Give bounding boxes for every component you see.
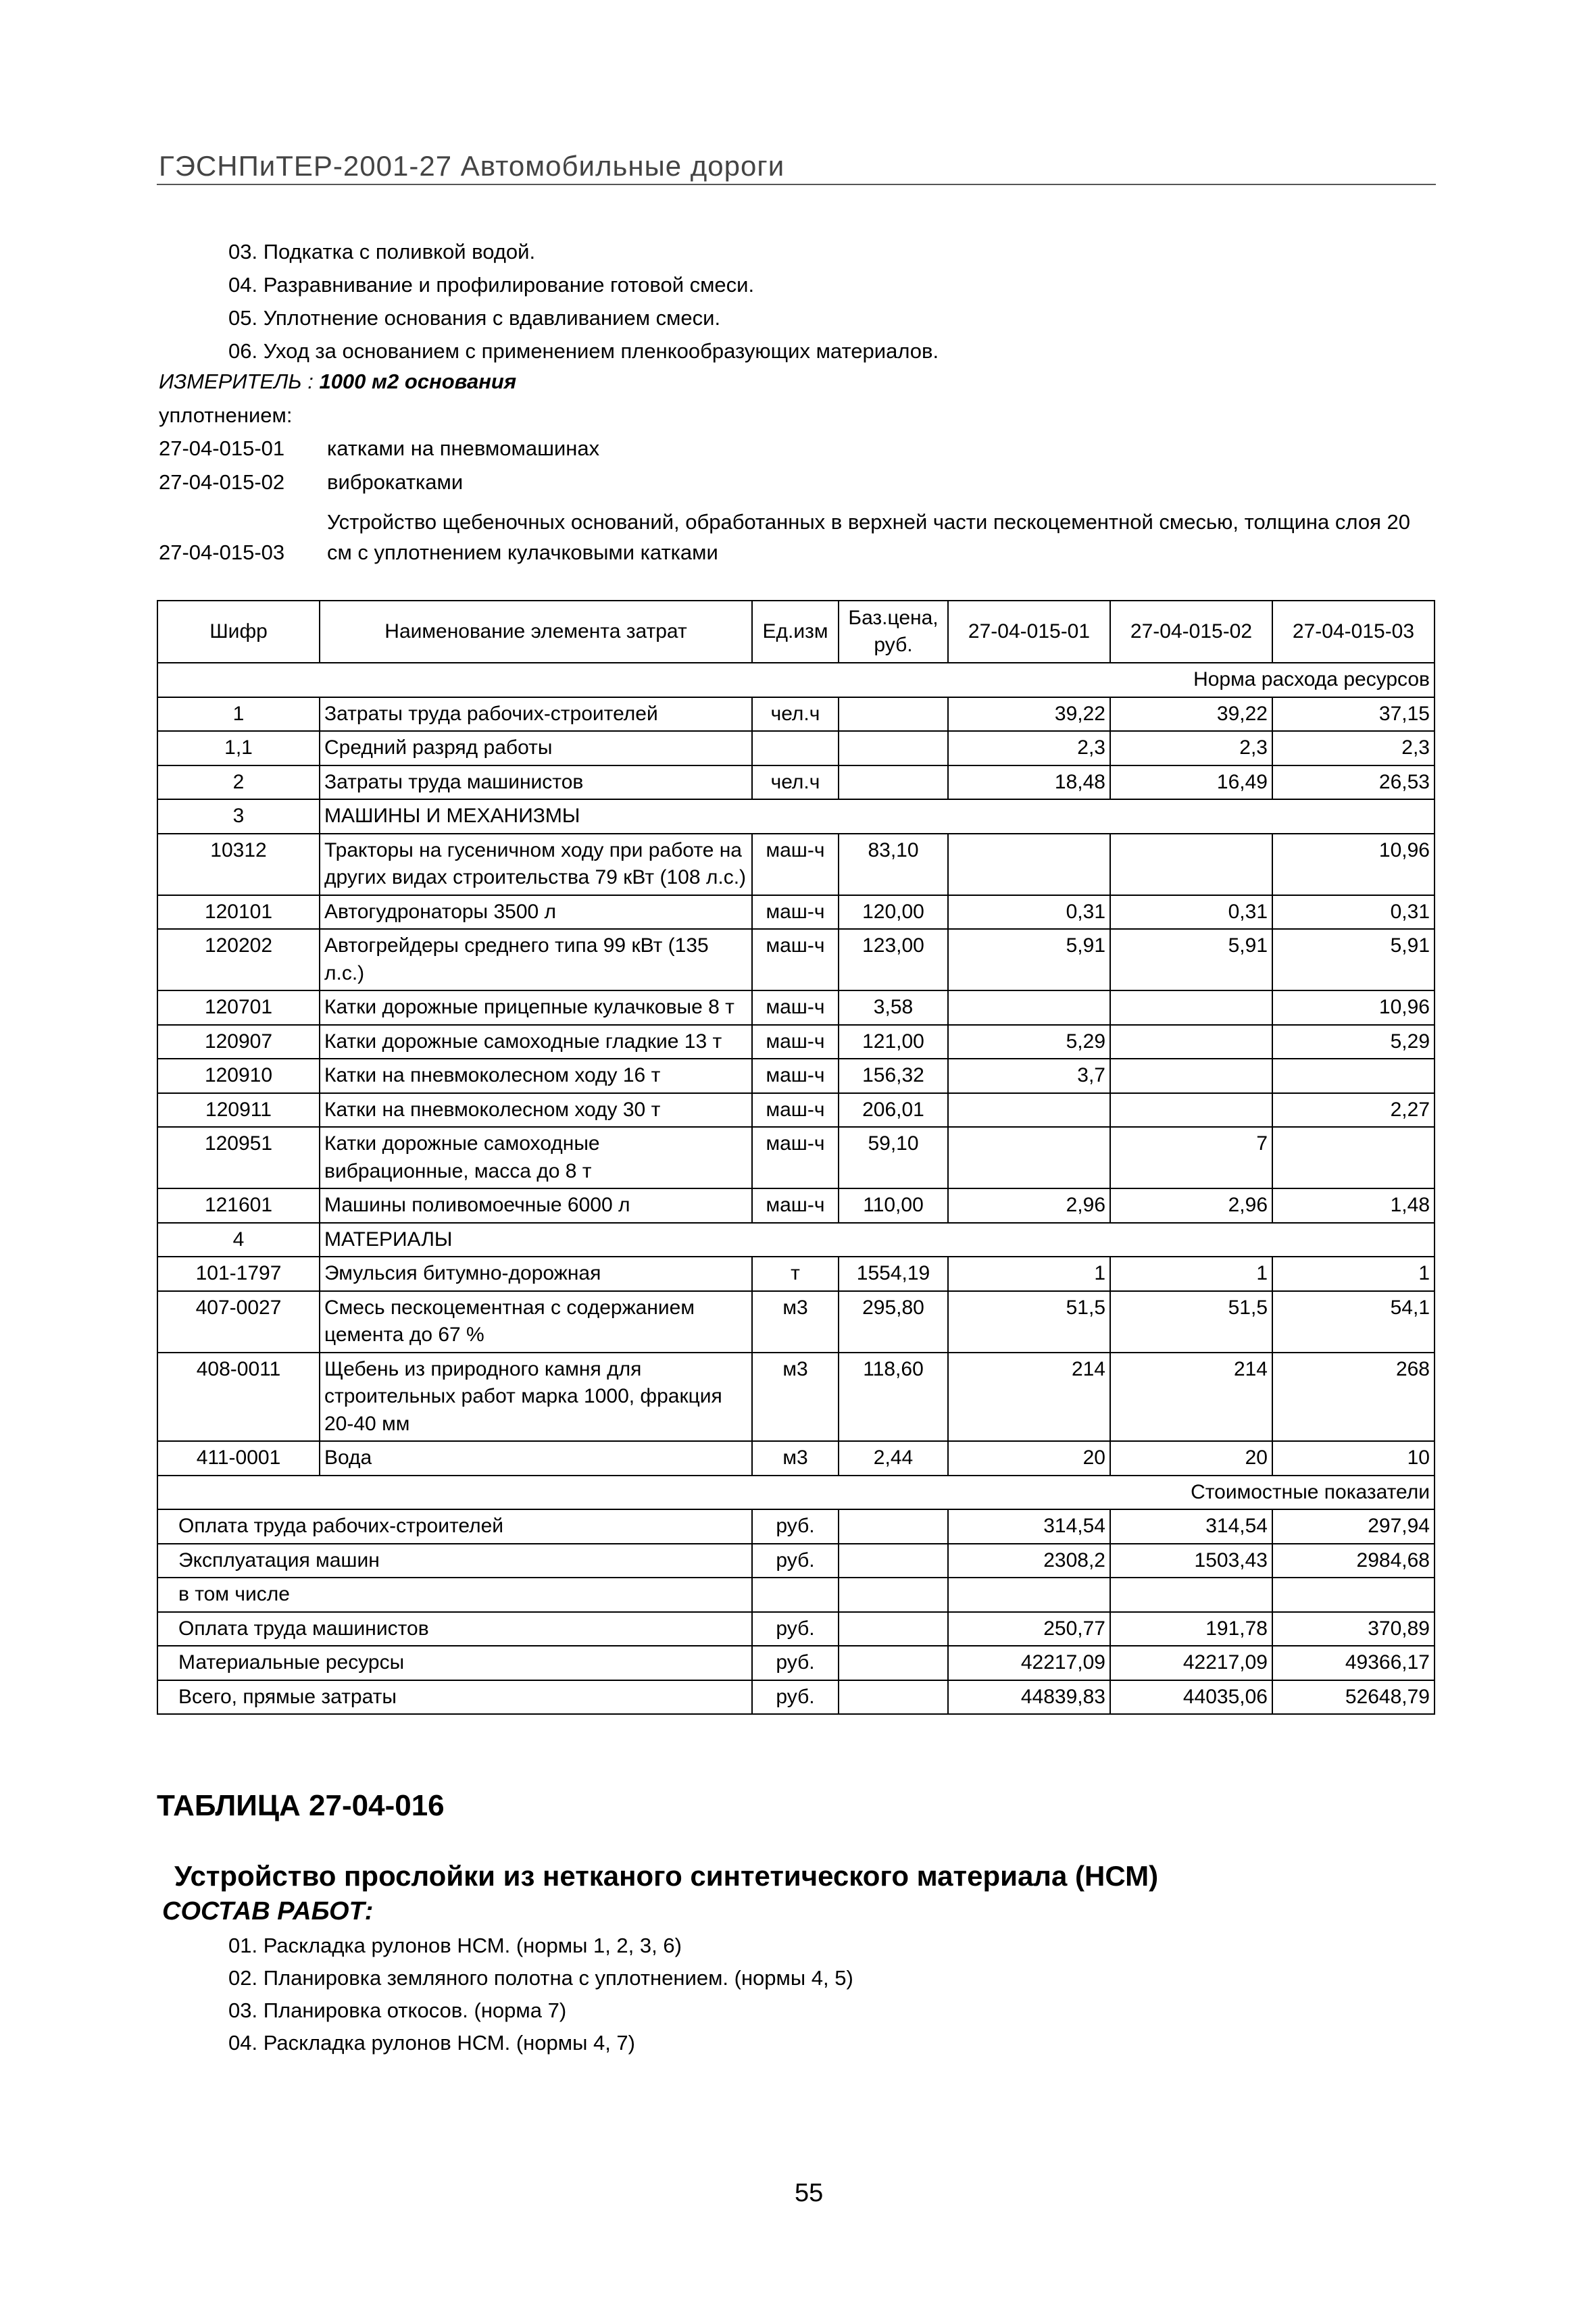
col-header-code: Шифр — [157, 601, 320, 663]
cost-row — [157, 1680, 1435, 1715]
cell-price — [839, 1680, 948, 1715]
cell-name: Катки дорожные самоходные гладкие 13 т — [320, 1025, 752, 1059]
table-row — [157, 731, 1435, 765]
cell-variant-1: 0,31 — [948, 895, 1110, 930]
cell-variant-2 — [1110, 990, 1272, 1025]
work-item: 02. Планировка земляного полотна с уплотнением. (нормы 4, 5) — [228, 1966, 853, 1990]
cell-variant-3: 297,94 — [1272, 1509, 1435, 1544]
cell-unit: руб. — [752, 1544, 839, 1578]
variant-code: 27-04-015-02 — [159, 470, 285, 494]
cell-variant-2: 214 — [1110, 1353, 1272, 1442]
cell-unit: чел.ч — [752, 765, 839, 800]
next-table-title: ТАБЛИЦА 27-04-016 — [157, 1789, 445, 1822]
cell-variant-1: 44839,83 — [948, 1680, 1110, 1715]
cell-variant-3: 49366,17 — [1272, 1646, 1435, 1680]
norm-section-header: Норма расхода ресурсов — [157, 663, 1435, 697]
cell-code: 120701 — [157, 990, 320, 1025]
cell-variant-3: 2984,68 — [1272, 1544, 1435, 1578]
cost-section-row — [157, 1476, 1435, 1510]
cell-price — [839, 1646, 948, 1680]
cell-price: 1554,19 — [839, 1257, 948, 1291]
cell-variant-2: 39,22 — [1110, 697, 1272, 732]
cell-variant-3: 2,3 — [1272, 731, 1435, 765]
next-table-subtitle: Устройство прослойки из нетканого синтетического материала (НСМ) — [174, 1860, 1159, 1892]
measurer — [159, 370, 516, 394]
cell-unit: руб. — [752, 1612, 839, 1646]
cell-variant-2: 7 — [1110, 1127, 1272, 1188]
cell-section-name: МАШИНЫ И МЕХАНИЗМЫ — [320, 799, 1435, 834]
cell-variant-2: 2,3 — [1110, 731, 1272, 765]
cell-variant-1: 1 — [948, 1257, 1110, 1291]
compaction-label: уплотнением: — [159, 403, 293, 427]
cell-unit: маш-ч — [752, 1059, 839, 1093]
cell-price: 118,60 — [839, 1353, 948, 1442]
cell-variant-2: 314,54 — [1110, 1509, 1272, 1544]
cell-price: 83,10 — [839, 834, 948, 895]
cell-variant-2: 2,96 — [1110, 1188, 1272, 1223]
variant-text: см с уплотнением кулачковыми катками — [327, 540, 718, 564]
cell-cost-name: Всего, прямые затраты — [157, 1680, 752, 1715]
cell-variant-3 — [1272, 1059, 1435, 1093]
cell-variant-2 — [1110, 834, 1272, 895]
variant-code: 27-04-015-03 — [159, 540, 285, 564]
cell-variant-1: 2,3 — [948, 731, 1110, 765]
cell-variant-3: 1 — [1272, 1257, 1435, 1291]
table-row — [157, 1025, 1435, 1059]
cell-variant-2: 16,49 — [1110, 765, 1272, 800]
cell-variant-1: 39,22 — [948, 697, 1110, 732]
cell-unit — [752, 731, 839, 765]
cell-code: 120202 — [157, 929, 320, 990]
cell-code: 120101 — [157, 895, 320, 930]
cell-variant-3: 10,96 — [1272, 990, 1435, 1025]
cell-unit: м3 — [752, 1353, 839, 1442]
measurer-value: 1000 м2 основания — [319, 370, 517, 393]
cell-variant-3: 268 — [1272, 1353, 1435, 1442]
header-rule — [157, 184, 1436, 185]
cell-name: Средний разряд работы — [320, 731, 752, 765]
cell-unit: руб. — [752, 1509, 839, 1544]
cell-variant-1 — [948, 1578, 1110, 1612]
cell-variant-2: 20 — [1110, 1441, 1272, 1476]
cell-variant-1: 42217,09 — [948, 1646, 1110, 1680]
cell-code: 4 — [157, 1223, 320, 1257]
cell-variant-2: 1503,43 — [1110, 1544, 1272, 1578]
cell-code: 411-0001 — [157, 1441, 320, 1476]
col-header-variant-2: 27-04-015-02 — [1110, 601, 1272, 663]
cell-variant-1: 314,54 — [948, 1509, 1110, 1544]
cell-variant-3: 370,89 — [1272, 1612, 1435, 1646]
measurer-label: ИЗМЕРИТЕЛЬ : — [159, 370, 314, 393]
table-row — [157, 1353, 1435, 1442]
running-header: ГЭСНПиТЕР-2001-27 Автомобильные дороги — [159, 150, 785, 182]
resource-norms-table — [157, 600, 1435, 1715]
cell-code: 3 — [157, 799, 320, 834]
cell-variant-1: 250,77 — [948, 1612, 1110, 1646]
cell-variant-2 — [1110, 1059, 1272, 1093]
cell-cost-name: Оплата труда рабочих-строителей — [157, 1509, 752, 1544]
cell-name: Тракторы на гусеничном ходу при работе на других видах строительства 79 кВт (108 л.с.) — [320, 834, 752, 895]
cell-variant-3: 5,91 — [1272, 929, 1435, 990]
cell-unit: маш-ч — [752, 990, 839, 1025]
table-row — [157, 895, 1435, 930]
cell-price: 156,32 — [839, 1059, 948, 1093]
cell-price: 3,58 — [839, 990, 948, 1025]
cell-variant-3: 54,1 — [1272, 1291, 1435, 1353]
cell-code: 1,1 — [157, 731, 320, 765]
cell-variant-2: 51,5 — [1110, 1291, 1272, 1353]
work-item: 03. Подкатка с поливкой водой. — [228, 240, 536, 263]
cell-name: Катки дорожные прицепные кулачковые 8 т — [320, 990, 752, 1025]
cell-unit: маш-ч — [752, 1188, 839, 1223]
page-number: 55 — [795, 2179, 824, 2207]
cell-code: 120907 — [157, 1025, 320, 1059]
cell-variant-3: 10 — [1272, 1441, 1435, 1476]
cell-unit: руб. — [752, 1680, 839, 1715]
cell-variant-1: 214 — [948, 1353, 1110, 1442]
cell-unit: маш-ч — [752, 929, 839, 990]
col-header-unit: Ед.изм — [752, 601, 839, 663]
table-row — [157, 1441, 1435, 1476]
table-row — [157, 1188, 1435, 1223]
cell-variant-1: 2308,2 — [948, 1544, 1110, 1578]
cell-variant-1 — [948, 1127, 1110, 1188]
cell-variant-3: 52648,79 — [1272, 1680, 1435, 1715]
cell-code: 120910 — [157, 1059, 320, 1093]
section-row-materials — [157, 1223, 1435, 1257]
col-header-name: Наименование элемента затрат — [320, 601, 752, 663]
cell-variant-1: 51,5 — [948, 1291, 1110, 1353]
cell-variant-1: 20 — [948, 1441, 1110, 1476]
cell-code: 1 — [157, 697, 320, 732]
cost-section-header: Стоимостные показатели — [157, 1476, 1435, 1510]
cell-unit: маш-ч — [752, 1025, 839, 1059]
cost-row — [157, 1612, 1435, 1646]
cell-unit: чел.ч — [752, 697, 839, 732]
table-row — [157, 697, 1435, 732]
cell-variant-1 — [948, 1093, 1110, 1128]
table-row — [157, 1127, 1435, 1188]
cell-variant-3: 10,96 — [1272, 834, 1435, 895]
cell-variant-2: 191,78 — [1110, 1612, 1272, 1646]
cell-price — [839, 765, 948, 800]
col-header-price: Баз.цена, руб. — [839, 601, 948, 663]
cell-variant-2: 1 — [1110, 1257, 1272, 1291]
work-item: 05. Уплотнение основания с вдавливанием смеси. — [228, 306, 721, 330]
cell-variant-1: 5,91 — [948, 929, 1110, 990]
variant-text: Устройство щебеночных оснований, обработанных в верхней части пескоцементной смесью, толщина слоя 20 — [327, 510, 1410, 534]
cell-variant-3: 0,31 — [1272, 895, 1435, 930]
work-item: 01. Раскладка рулонов НСМ. (нормы 1, 2, 3, 6) — [228, 1934, 682, 1957]
cell-price: 2,44 — [839, 1441, 948, 1476]
table-row — [157, 990, 1435, 1025]
cell-variant-3: 5,29 — [1272, 1025, 1435, 1059]
cell-name: Эмульсия битумно-дорожная — [320, 1257, 752, 1291]
cell-code: 407-0027 — [157, 1291, 320, 1353]
cell-cost-name: Эксплуатация машин — [157, 1544, 752, 1578]
work-item: 04. Раскладка рулонов НСМ. (нормы 4, 7) — [228, 2031, 635, 2055]
cell-variant-3: 37,15 — [1272, 697, 1435, 732]
cell-price: 206,01 — [839, 1093, 948, 1128]
cell-name: Автогрейдеры среднего типа 99 кВт (135 л.с.) — [320, 929, 752, 990]
cell-variant-2: 5,91 — [1110, 929, 1272, 990]
cell-name: Затраты труда машинистов — [320, 765, 752, 800]
cell-variant-2 — [1110, 1578, 1272, 1612]
cell-code: 408-0011 — [157, 1353, 320, 1442]
cell-price: 295,80 — [839, 1291, 948, 1353]
cell-variant-2: 0,31 — [1110, 895, 1272, 930]
table-row — [157, 1093, 1435, 1128]
cell-variant-3: 1,48 — [1272, 1188, 1435, 1223]
cell-variant-2: 42217,09 — [1110, 1646, 1272, 1680]
cell-price — [839, 1578, 948, 1612]
cell-variant-3: 2,27 — [1272, 1093, 1435, 1128]
cell-code: 101-1797 — [157, 1257, 320, 1291]
cell-unit: маш-ч — [752, 834, 839, 895]
cell-price: 59,10 — [839, 1127, 948, 1188]
cell-price — [839, 1544, 948, 1578]
cell-name: Катки на пневмоколесном ходу 30 т — [320, 1093, 752, 1128]
variant-text: виброкатками — [327, 470, 464, 494]
cell-price — [839, 697, 948, 732]
cell-code: 120911 — [157, 1093, 320, 1128]
cell-code: 121601 — [157, 1188, 320, 1223]
cell-unit: маш-ч — [752, 1093, 839, 1128]
cell-variant-1: 18,48 — [948, 765, 1110, 800]
variant-code: 27-04-015-01 — [159, 436, 285, 460]
cell-code: 2 — [157, 765, 320, 800]
cell-name: Смесь пескоцементная с содержанием цемента до 67 % — [320, 1291, 752, 1353]
table-row — [157, 834, 1435, 895]
cell-variant-1: 5,29 — [948, 1025, 1110, 1059]
cell-variant-1: 3,7 — [948, 1059, 1110, 1093]
cell-name: Вода — [320, 1441, 752, 1476]
cell-price: 110,00 — [839, 1188, 948, 1223]
cell-price: 120,00 — [839, 895, 948, 930]
table-row — [157, 1291, 1435, 1353]
cell-name: Затраты труда рабочих-строителей — [320, 697, 752, 732]
cost-row — [157, 1544, 1435, 1578]
cell-price: 121,00 — [839, 1025, 948, 1059]
work-item: 06. Уход за основанием с применением пленкообразующих материалов. — [228, 339, 939, 363]
cell-variant-2 — [1110, 1025, 1272, 1059]
col-header-variant-1: 27-04-015-01 — [948, 601, 1110, 663]
cost-row — [157, 1509, 1435, 1544]
cell-code: 10312 — [157, 834, 320, 895]
cell-unit: руб. — [752, 1646, 839, 1680]
cell-variant-2 — [1110, 1093, 1272, 1128]
cell-variant-1: 2,96 — [948, 1188, 1110, 1223]
cell-price — [839, 1612, 948, 1646]
cost-row — [157, 1578, 1435, 1612]
cell-name: Катки дорожные самоходные вибрационные, масса до 8 т — [320, 1127, 752, 1188]
work-item: 03. Планировка откосов. (норма 7) — [228, 1998, 567, 2022]
cell-variant-1 — [948, 834, 1110, 895]
cell-unit: т — [752, 1257, 839, 1291]
cell-unit: маш-ч — [752, 895, 839, 930]
cell-cost-name: Оплата труда машинистов — [157, 1612, 752, 1646]
works-heading: СОСТАВ РАБОТ: — [162, 1897, 374, 1926]
cell-variant-3: 26,53 — [1272, 765, 1435, 800]
cell-cost-name: Материальные ресурсы — [157, 1646, 752, 1680]
cell-name: Катки на пневмоколесном ходу 16 т — [320, 1059, 752, 1093]
cell-section-name: МАТЕРИАЛЫ — [320, 1223, 1435, 1257]
cell-cost-name: в том числе — [157, 1578, 752, 1612]
cost-row — [157, 1646, 1435, 1680]
cell-unit — [752, 1578, 839, 1612]
variant-text: катками на пневмомашинах — [327, 436, 600, 460]
cell-name: Щебень из природного камня для строительных работ марка 1000, фракция 20-40 мм — [320, 1353, 752, 1442]
section-row-machines — [157, 799, 1435, 834]
cell-name: Машины поливомоечные 6000 л — [320, 1188, 752, 1223]
cell-unit: маш-ч — [752, 1127, 839, 1188]
work-item: 04. Разравнивание и профилирование готовой смеси. — [228, 273, 755, 297]
cell-price — [839, 731, 948, 765]
cell-code: 120951 — [157, 1127, 320, 1188]
cell-unit: м3 — [752, 1441, 839, 1476]
cell-name: Автогудронаторы 3500 л — [320, 895, 752, 930]
col-header-variant-3: 27-04-015-03 — [1272, 601, 1435, 663]
table-row — [157, 929, 1435, 990]
cell-variant-1 — [948, 990, 1110, 1025]
cell-variant-3 — [1272, 1127, 1435, 1188]
table-row — [157, 1059, 1435, 1093]
table-row — [157, 765, 1435, 800]
cell-variant-2: 44035,06 — [1110, 1680, 1272, 1715]
cell-unit: м3 — [752, 1291, 839, 1353]
cell-variant-3 — [1272, 1578, 1435, 1612]
table-row — [157, 1257, 1435, 1291]
cell-price: 123,00 — [839, 929, 948, 990]
cell-price — [839, 1509, 948, 1544]
